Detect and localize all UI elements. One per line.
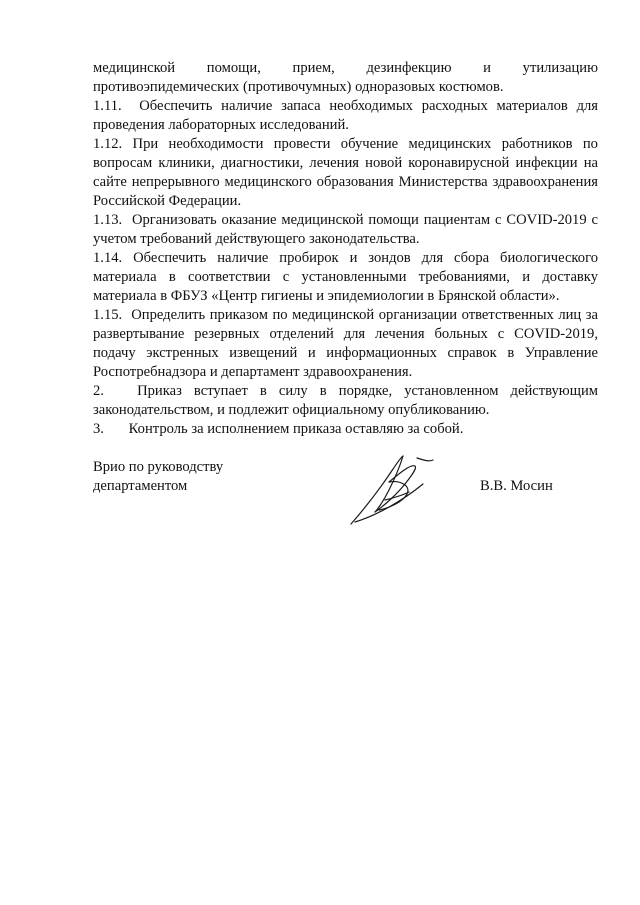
paragraph-1-12: [93, 135, 598, 211]
paragraph-number: 1.13.: [93, 212, 123, 228]
paragraph-text: Организовать оказание медицинской помощи пациентам с COVID-2019 с учетом требований действующего законодательства.: [93, 212, 599, 247]
paragraph-1-13: [93, 211, 598, 249]
paragraph-number: 1.11.: [93, 98, 122, 114]
document-body: [93, 59, 598, 439]
signatory-position-line-1: Врио по руководству: [93, 459, 224, 475]
paragraph-text: медицинской помощи, прием, дезинфекцию и утилизацию противоэпидемических (противочумных) одноразовых костюмов.: [93, 60, 598, 95]
paragraph-continuation: [93, 59, 598, 97]
paragraph-number: 1.12.: [93, 136, 123, 152]
paragraph-text: Обеспечить наличие пробирок и зондов для сбора биологического материала в соответствии с установленными требованиями, и доставку материала в ФБУЗ «Центр гигиены и эпидемиологии в Брянской области».: [93, 250, 598, 304]
paragraph-number: 1.15.: [93, 307, 123, 323]
signature-block: [93, 458, 598, 538]
paragraph-number: 1.14.: [93, 250, 123, 266]
paragraph-text: При необходимости провести обучение медицинских работников по вопросам клиники, диагностики, лечения новой коронавирусной инфекции на сайте непрерывного медицинского образования Министерства здравоохранения Российской Федерации.: [93, 136, 598, 209]
paragraph-text: Определить приказом по медицинской организации ответственных лиц за развертывание резервных отделений для лечения больных с COVID-2019, подачу экстренных извещений и информационных справок в Управление Роспотребнадзора и департамент здравоохранения.: [93, 307, 599, 380]
signatory-position-line-2: департаментом: [93, 478, 188, 494]
paragraph-2: [93, 382, 598, 420]
paragraph-number: 2.: [93, 383, 104, 399]
paragraph-text: Приказ вступает в силу в порядке, установленном действующим законодательством, и подлежит официальному опубликованию.: [93, 383, 598, 418]
paragraph-number: 3.: [93, 421, 104, 437]
signatory-position: [93, 458, 313, 496]
paragraph-1-11: [93, 97, 598, 135]
paragraph-text: Контроль за исполнением приказа оставляю за собой.: [128, 421, 464, 437]
paragraph-1-15: [93, 306, 598, 382]
paragraph-text: Обеспечить наличие запаса необходимых расходных материалов для проведения лабораторных исследований.: [93, 98, 598, 133]
handwritten-signature: [345, 450, 440, 530]
paragraph-1-14: [93, 249, 598, 306]
paragraph-3: [93, 420, 598, 439]
signatory-name: В.В. Мосин: [480, 478, 553, 494]
